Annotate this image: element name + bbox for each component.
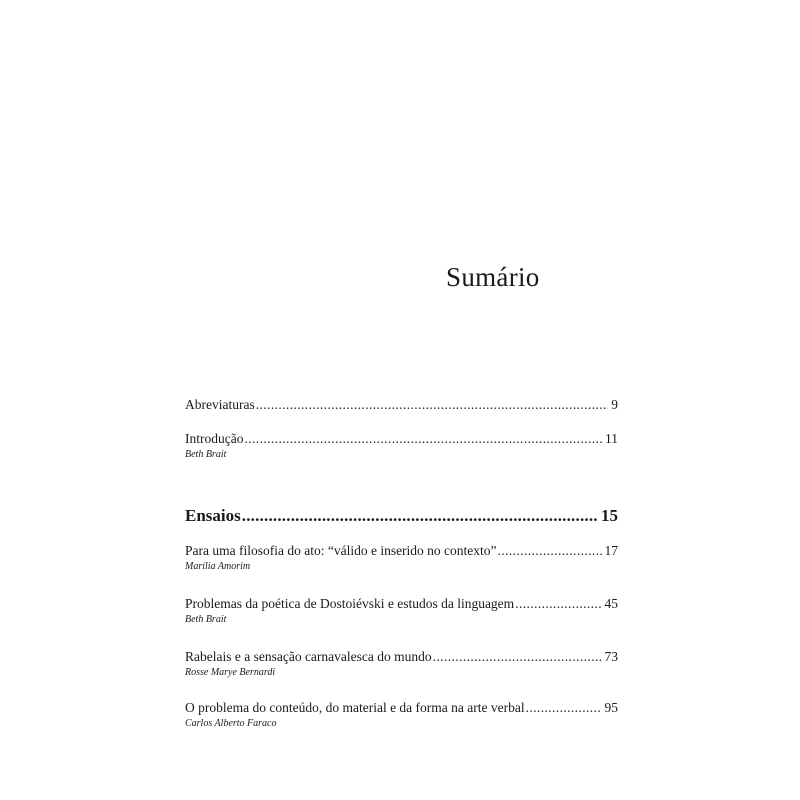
dot-leader [498,543,602,559]
toc-author: Beth Brait [185,614,227,625]
toc-page-number: 45 [604,596,618,611]
toc-entry-label: Introdução [185,431,244,446]
toc-page-number: 15 [601,506,618,525]
dot-leader [515,596,601,612]
page-title: Sumário [446,262,540,292]
toc-entry-essay-1[interactable] [185,543,618,573]
toc-entry-label: Problemas da poética de Dostoiévski e estudos da linguagem [185,596,515,611]
toc-page-number: 17 [604,543,618,558]
toc-entry-label: Abreviaturas [185,397,255,412]
dot-leader [433,649,602,665]
toc-entry-label: Rabelais e a sensação carnavalesca do mundo [185,649,432,664]
toc-author: Rosse Marye Bernardi [185,667,276,678]
toc-author: Beth Brait [185,449,227,460]
toc-page-number: 9 [611,397,618,412]
toc-author: Marília Amorim [185,561,251,572]
toc-author: Carlos Alberto Faraco [185,718,277,729]
toc-entry-abreviaturas[interactable] [185,397,618,413]
dot-leader [244,431,602,447]
toc-entry-introducao[interactable] [185,431,618,461]
toc-entry-label: O problema do conteúdo, do material e da forma na arte verbal [185,700,525,715]
toc-page-number: 11 [605,431,618,446]
toc-section-ensaios[interactable] [185,506,618,526]
dot-leader [256,397,609,413]
toc-entry-label: Para uma filosofia do ato: “válido e inserido no contexto” [185,543,497,558]
toc-entry-essay-4[interactable] [185,700,618,730]
toc-page-number: 73 [604,649,618,664]
toc-entry-essay-3[interactable] [185,649,618,679]
toc-page-number: 95 [604,700,618,715]
toc-section-label: Ensaios [185,506,241,525]
dot-leader [242,506,598,526]
toc-entry-essay-2[interactable] [185,596,618,626]
dot-leader [526,700,602,716]
